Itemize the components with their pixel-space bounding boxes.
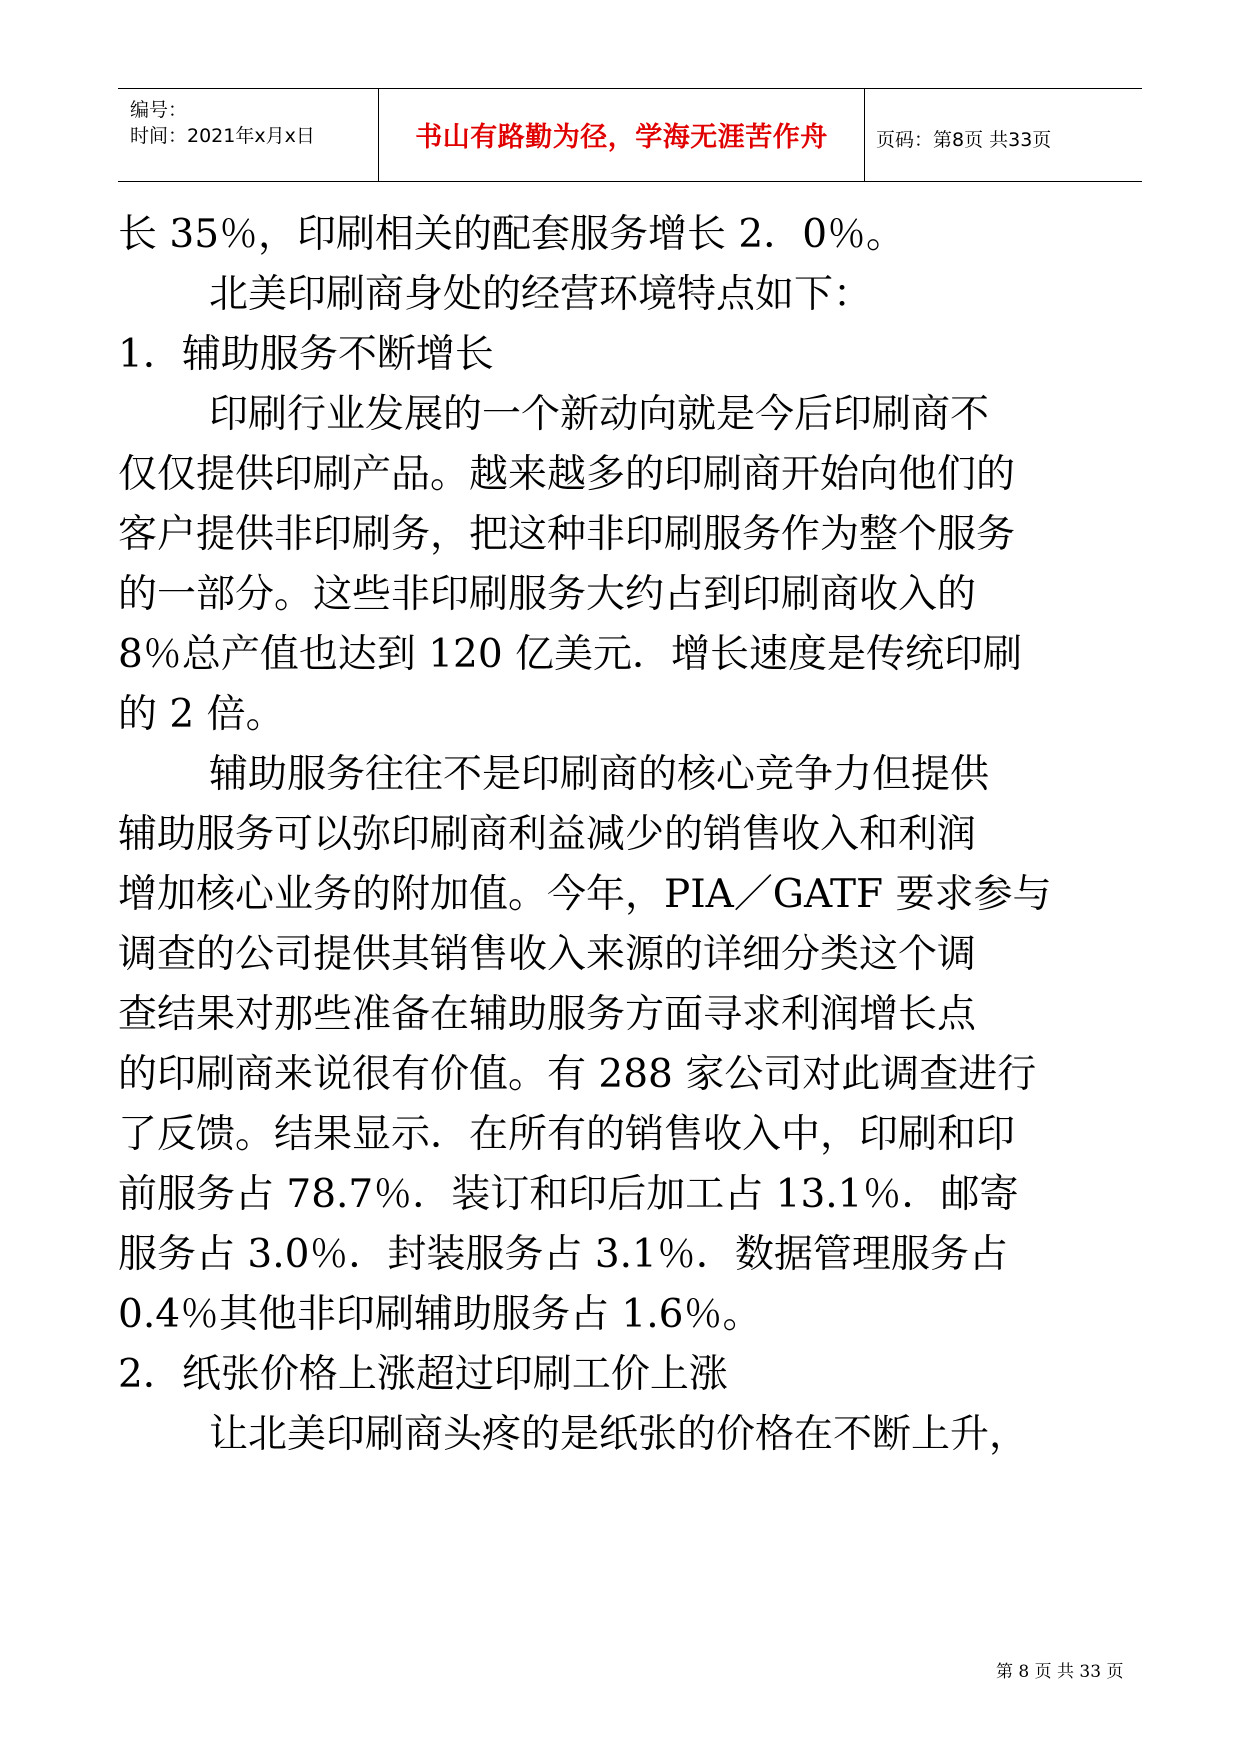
page-header bbox=[118, 88, 1142, 182]
body-line: 印刷行业发展的一个新动向就是今后印刷商不 bbox=[209, 392, 990, 437]
body-line: 仅仅提供印刷产品。越来越多的印刷商开始向他们的 bbox=[118, 452, 1016, 497]
page-footer: 第 8 页 共 33 页 bbox=[996, 1662, 1124, 1682]
document-time-label: 时间：2021年x月x日 bbox=[130, 125, 315, 147]
header-page-number: 页码：第8页 共33页 bbox=[876, 129, 1052, 151]
body-line: 长 35％，印刷相关的配套服务增长 2．0％。 bbox=[118, 212, 906, 257]
body-line: 0.4％其他非印刷辅助服务占 1.6％。 bbox=[118, 1292, 762, 1337]
document-body bbox=[118, 205, 1148, 1465]
body-line: 8％总产值也达到 120 亿美元．增长速度是传统印刷 bbox=[118, 632, 1023, 677]
body-line: 让北美印刷商头疼的是纸张的价格在不断上升， bbox=[209, 1412, 1029, 1457]
body-line: 辅助服务往往不是印刷商的核心竞争力但提供 bbox=[209, 752, 990, 797]
body-line: 调查的公司提供其销售收入来源的详细分类这个调 bbox=[118, 932, 977, 977]
section-heading: 1．辅助服务不断增长 bbox=[118, 332, 494, 377]
body-line: 查结果对那些准备在辅助服务方面寻求利润增长点 bbox=[118, 992, 977, 1037]
body-line: 的印刷商来说很有价值。有 288 家公司对此调查进行 bbox=[118, 1052, 1037, 1097]
body-line: 的一部分。这些非印刷服务大约占到印刷商收入的 bbox=[118, 572, 977, 617]
header-motto-cell bbox=[378, 89, 865, 181]
body-line: 了反馈。结果显示．在所有的销售收入中，印刷和印 bbox=[118, 1112, 1016, 1157]
section-heading: 2．纸张价格上涨超过印刷工价上涨 bbox=[118, 1352, 728, 1397]
body-line: 增加核心业务的附加值。今年，PIA／GATF 要求参与 bbox=[118, 872, 1052, 917]
body-line: 前服务占 78.7％．装订和印后加工占 13.1％．邮寄 bbox=[118, 1172, 1019, 1217]
header-page-cell bbox=[864, 89, 1142, 181]
header-motto: 书山有路勤为径，学海无涯苦作舟 bbox=[415, 122, 828, 153]
body-line: 的 2 倍。 bbox=[118, 692, 285, 737]
body-line: 客户提供非印刷务，把这种非印刷服务作为整个服务 bbox=[118, 512, 1016, 557]
header-info-cell bbox=[118, 89, 378, 181]
document-number-label: 编号： bbox=[130, 99, 188, 121]
body-line: 辅助服务可以弥印刷商利益减少的销售收入和利润 bbox=[118, 812, 977, 857]
body-line: 北美印刷商身处的经营环境特点如下： bbox=[209, 272, 873, 317]
body-line: 服务占 3.0％．封装服务占 3.1％．数据管理服务占 bbox=[118, 1232, 1008, 1277]
